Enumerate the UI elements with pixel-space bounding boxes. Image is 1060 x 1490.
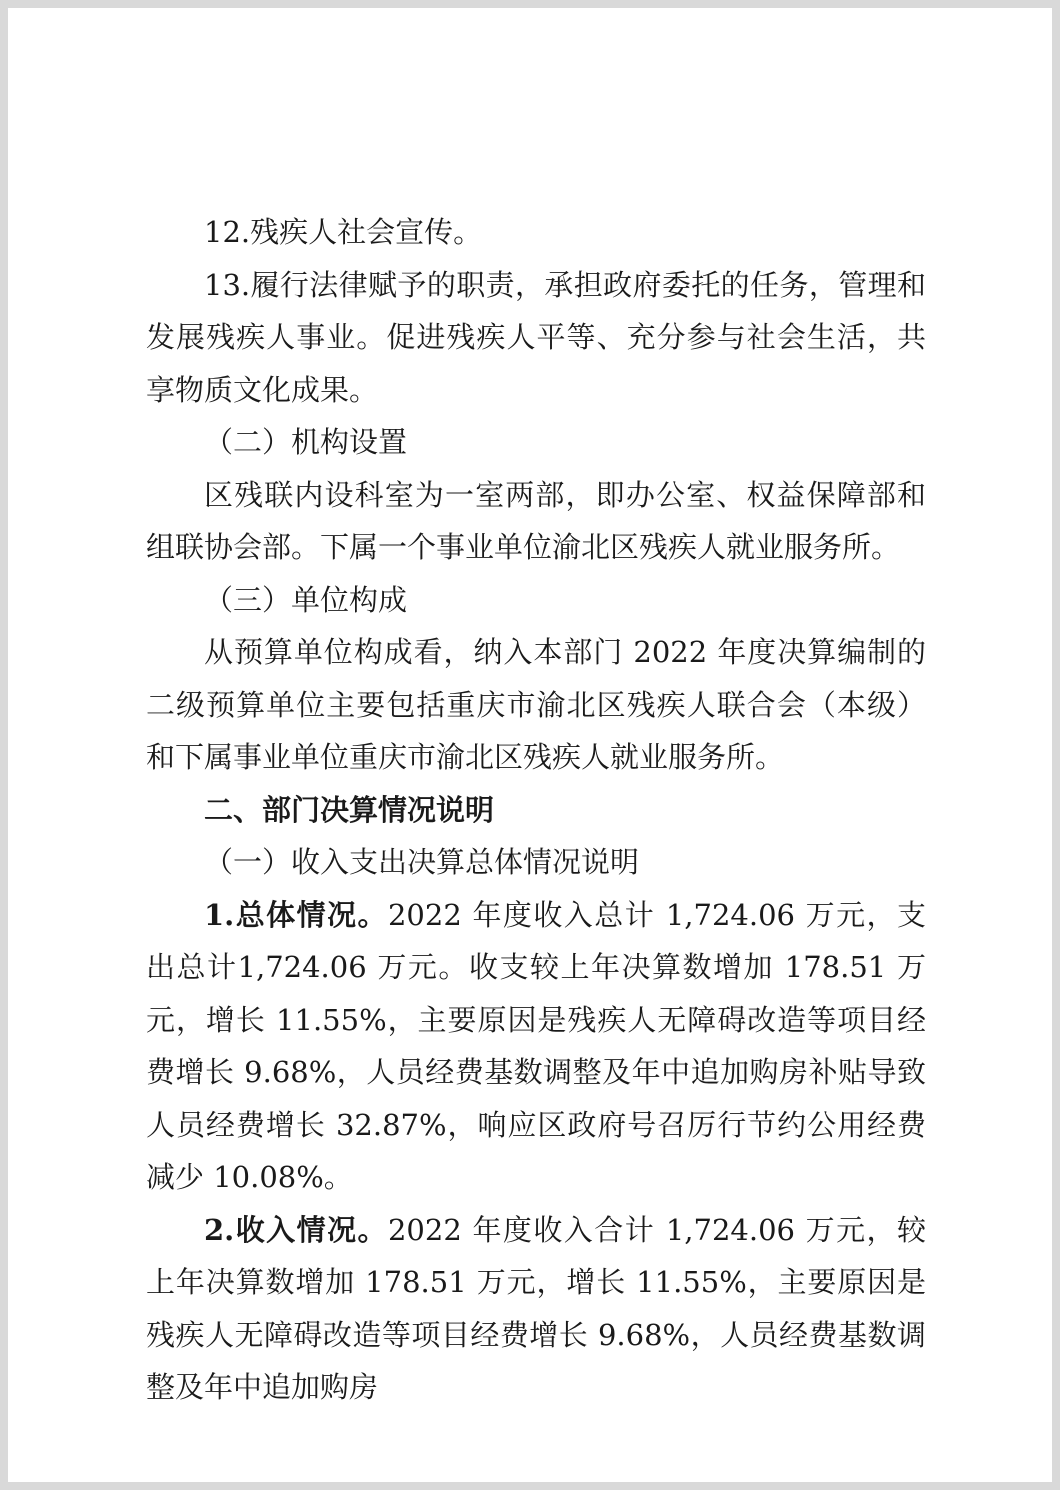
income-body: 2022 年度收入合计 1,724.06 万元，较上年决算数增加 178.51 万元，增长 11.55%，主要原因是残疾人无障碍改造等项目经费增长 9.68%，人员经费基数调整及年中追加购房 (146, 1212, 926, 1404)
heading-organization: （二）机构设置 (204, 425, 408, 459)
paragraph-organization: 区残联内设科室为一室两部，即办公室、权益保障部和组联协会部。下属一个事业单位渝北区残疾人就业服务所。 (146, 477, 926, 564)
paragraph-unit-composition: 从预算单位构成看，纳入本部门 2022 年度决算编制的二级预算单位主要包括重庆市渝北区残疾人联合会（本级）和下属事业单位重庆市渝北区残疾人就业服务所。 (146, 635, 926, 774)
paragraph-overall (146, 889, 926, 1204)
income-lead: 2.收入情况。 (204, 1212, 388, 1247)
overall-body: 2022 年度收入总计 1,724.06 万元，支出总计1,724.06 万元。收支较上年决算数增加 178.51 万元，增长 11.55%，主要原因是残疾人无障碍改造等项目经费增长 9.68%，人员经费基数调整及年中追加购房补贴导致人员经费增长 32.87%，响应区政府号召厉行节约公用经费减少 10.08%。 (146, 897, 926, 1194)
paragraph-item-13: 13.履行法律赋予的职责，承担政府委托的任务，管理和发展残疾人事业。促进残疾人平等、充分参与社会生活，共享物质文化成果。 (146, 267, 926, 407)
document-page (8, 8, 1052, 1482)
document-body (146, 206, 926, 1414)
heading-income-expense-overview: （一）收入支出决算总体情况说明 (204, 845, 640, 879)
heading-unit-composition: （三）单位构成 (204, 582, 408, 617)
paragraph-income (146, 1204, 926, 1414)
paragraph-item-12: 12.残疾人社会宣传。 (204, 215, 483, 249)
heading-section-2: 二、部门决算情况说明 (204, 792, 495, 827)
overall-lead: 1.总体情况。 (204, 897, 388, 932)
